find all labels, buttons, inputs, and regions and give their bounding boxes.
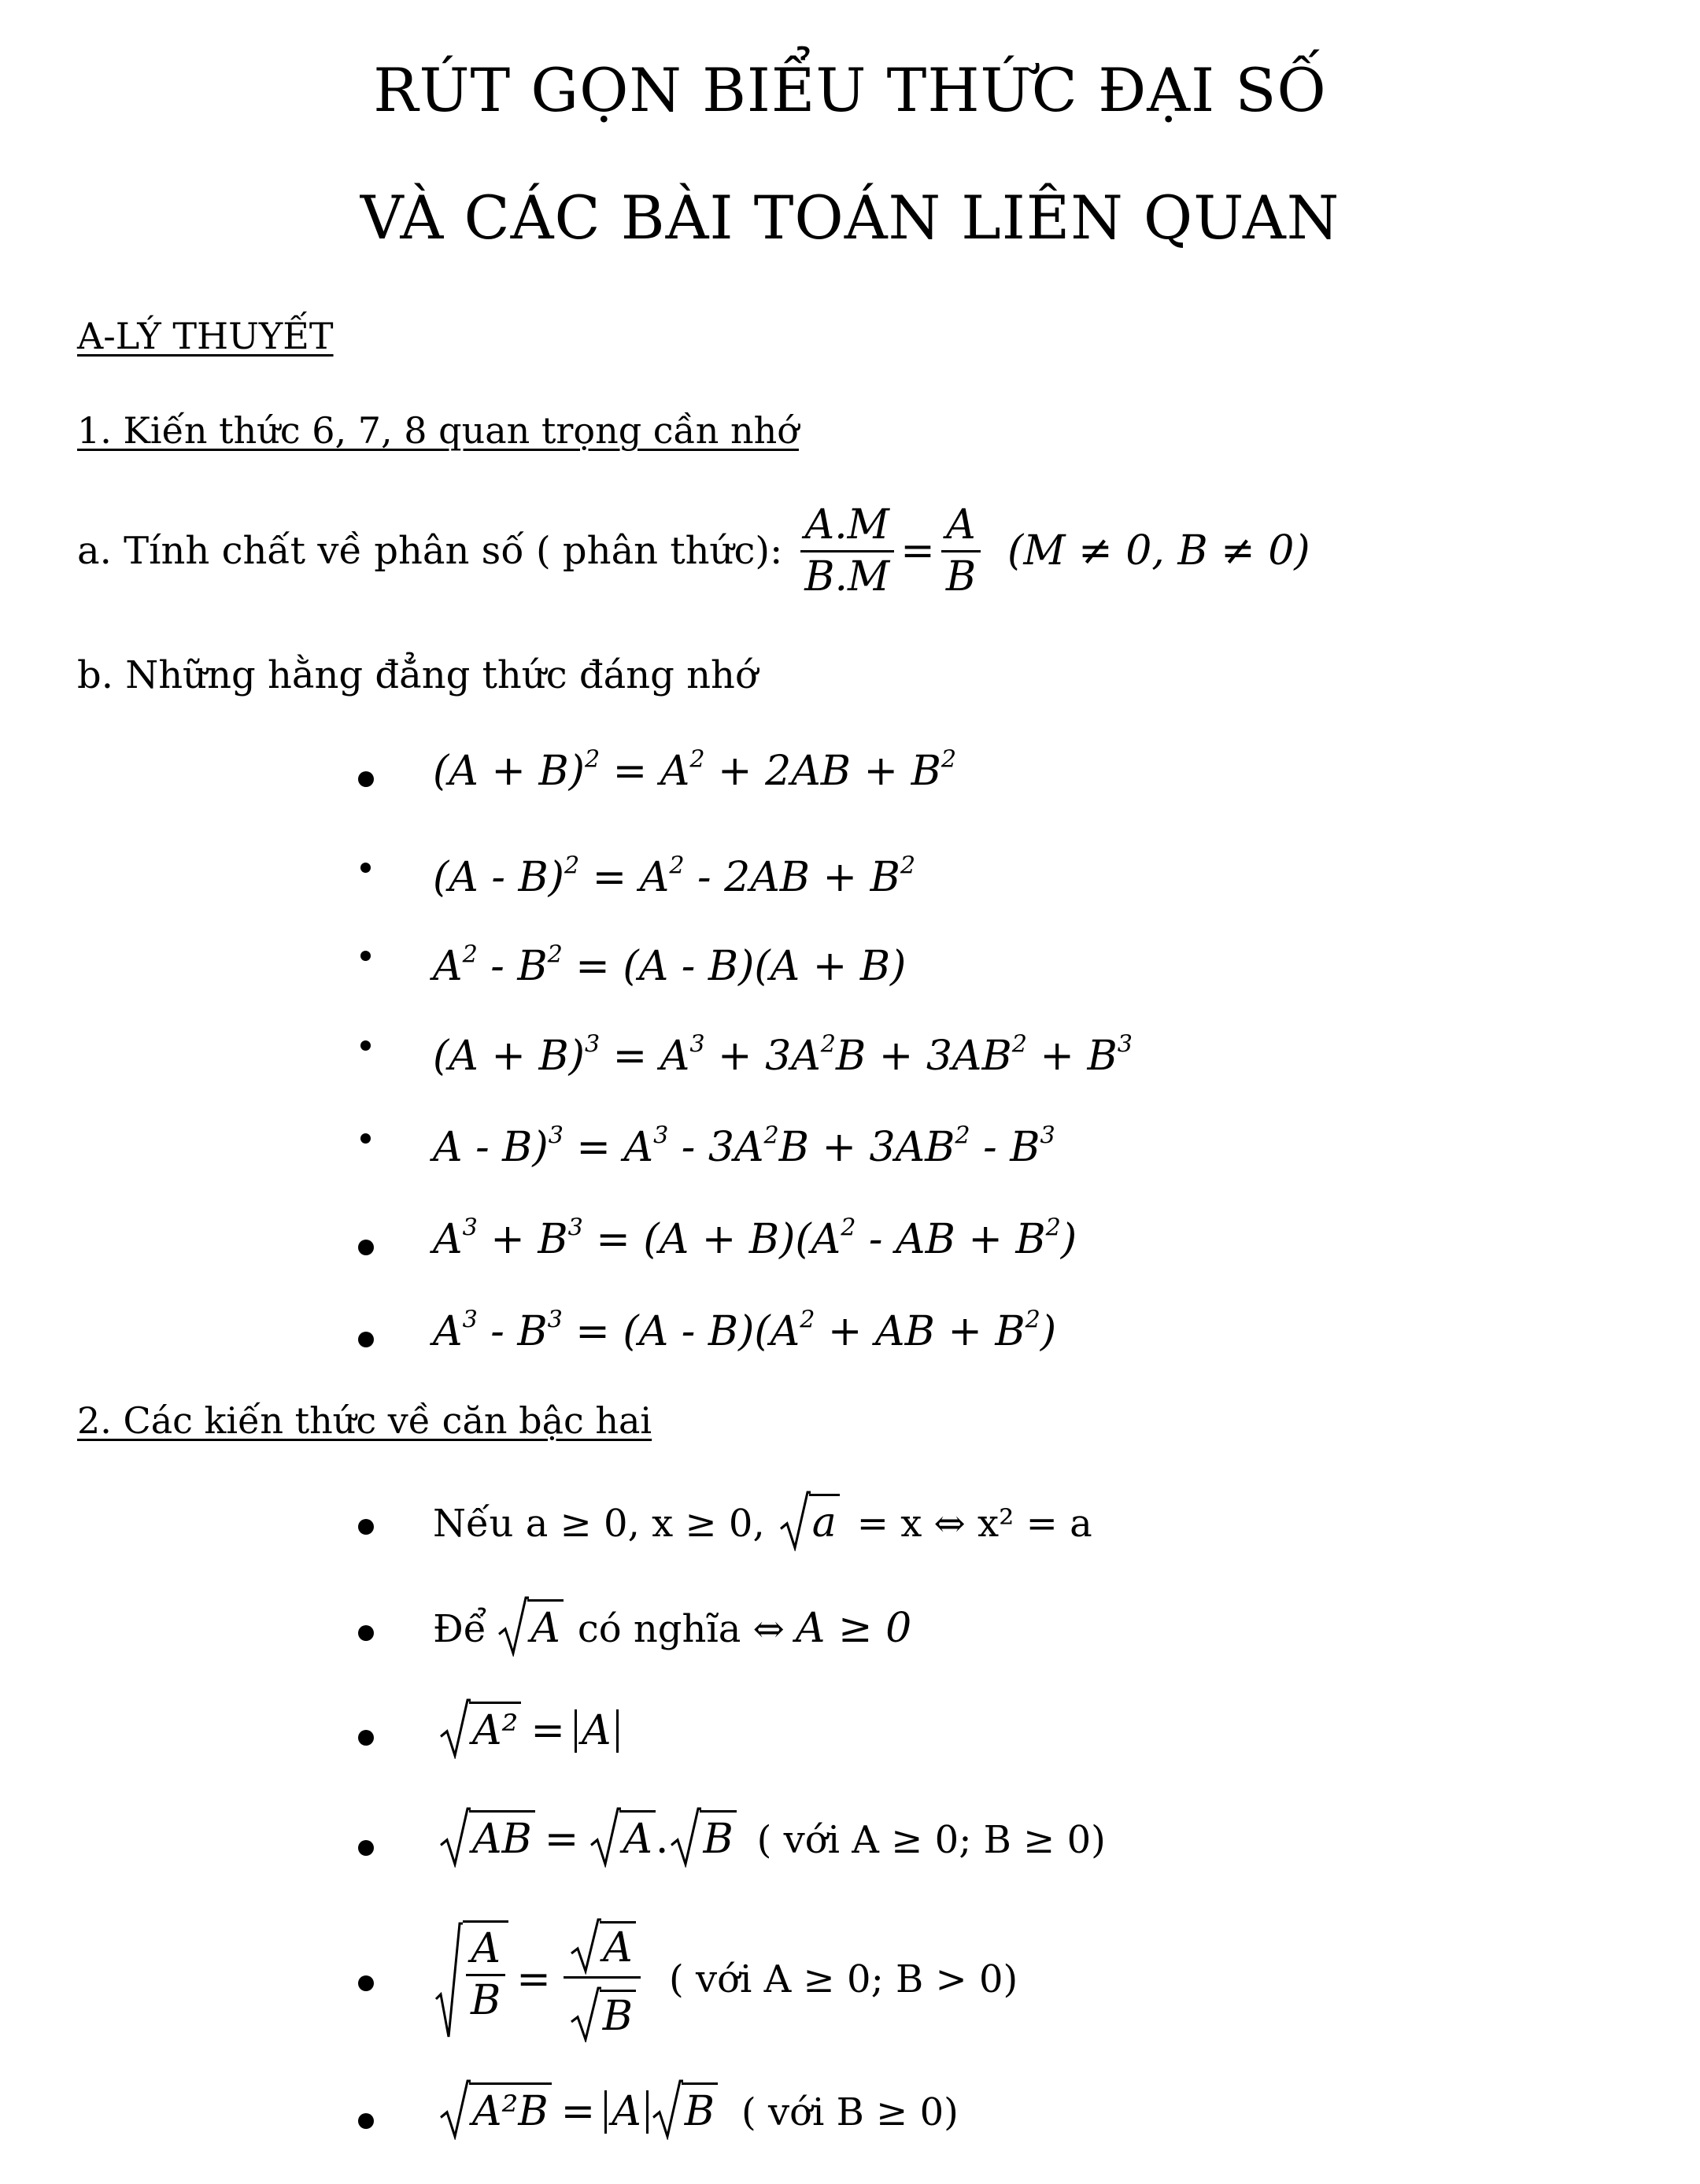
bullet-icon xyxy=(358,1625,374,1641)
fraction-left-denominator: B.M xyxy=(804,552,890,601)
section-1-heading: 1. Kiến thức 6, 7, 8 quan trọng cần nhớ xyxy=(77,409,799,452)
identity-6: $A^3 + B^3 = (A + B)(A^2$ - AB + $B^2$) xyxy=(433,1214,1077,1263)
sqrt-rule-6 xyxy=(438,2082,959,2135)
identity-7: $A^3 - B^3 = (A - B)(A^2$ + AB + $B^2$) xyxy=(433,1306,1057,1355)
sqrt-rule-5-right-fraction xyxy=(564,1921,641,2038)
sqrt-rule-3 xyxy=(438,1702,619,1754)
bullet-icon xyxy=(358,1840,374,1856)
sqrt-rule-2 xyxy=(433,1599,911,1652)
sqrt-rule-5-denominator: B xyxy=(471,1976,501,2024)
sqrt-rule-6-radical: A²B xyxy=(439,2082,552,2135)
sqrt-rule-1-suffix: = x ⇔ x² = a xyxy=(856,1502,1092,1546)
sqrt-rule-4-radical-ab: AB xyxy=(439,1810,535,1863)
sqrt-rule-2-condition: A ≥ 0 xyxy=(795,1605,912,1652)
sqrt-rule-4-condition: ( với A ≥ 0; B ≥ 0) xyxy=(756,1818,1106,1862)
sqrt-rule-3-equals: = xyxy=(530,1707,565,1754)
page-title: RÚT GỌN BIỂU THỨC ĐẠI SỐ xyxy=(373,55,1327,125)
sqrt-rule-5-condition: ( với A ≥ 0; B > 0) xyxy=(669,1957,1018,2001)
sqrt-rule-5-numerator: A xyxy=(466,1927,505,1976)
sqrt-rule-4-radical-a: A xyxy=(589,1810,656,1863)
bullet-icon xyxy=(360,1133,371,1144)
sqrt-rule-6-radical-b: B xyxy=(652,2082,718,2135)
sqrt-rule-2-prefix: Để xyxy=(433,1607,487,1651)
sqrt-rule-4-radical-b: B xyxy=(670,1810,736,1863)
sqrt-rule-1-radical: a xyxy=(779,1494,840,1547)
fraction-left xyxy=(800,501,894,601)
bullet-icon xyxy=(360,863,371,873)
sqrt-rule-6-absolute-value: A xyxy=(604,2090,649,2134)
bullet-icon xyxy=(358,1332,374,1347)
sqrt-rule-4-equals: = xyxy=(544,1816,579,1863)
sqrt-rule-3-absolute-value: A xyxy=(575,1709,619,1753)
sqrt-rule-6-condition: ( với B ≥ 0) xyxy=(741,2090,959,2134)
section-a-heading: A-LÝ THUYẾT xyxy=(77,315,334,357)
bullet-icon xyxy=(358,1730,374,1746)
sqrt-rule-4-dot: . xyxy=(655,1816,669,1863)
sqrt-rule-4 xyxy=(438,1810,1106,1863)
page-subtitle: VÀ CÁC BÀI TOÁN LIÊN QUAN xyxy=(360,183,1340,253)
item-a-fraction-property xyxy=(77,501,1310,601)
bullet-icon xyxy=(358,771,374,787)
sqrt-rule-6-equals: = xyxy=(560,2088,596,2135)
identity-1: $(A + B)^2 = A^2 + 2AB + B^2$ xyxy=(433,745,957,795)
fraction-left-numerator: A.M xyxy=(800,504,894,552)
bullet-icon xyxy=(358,1519,374,1535)
sqrt-rule-3-radical: A² xyxy=(439,1702,521,1754)
fraction-right-denominator: B xyxy=(945,552,977,601)
bullet-icon xyxy=(360,951,371,961)
item-a-label: a. Tính chất về phân số ( phân thức): xyxy=(77,529,783,574)
section-2-heading: 2. Các kiến thức về căn bậc hai xyxy=(77,1399,652,1442)
fraction-right-numerator: A xyxy=(941,504,981,552)
sqrt-rule-2-mid: có nghĩa ⇔ xyxy=(577,1607,785,1651)
sqrt-rule-5-equals: = xyxy=(516,1956,551,2003)
sqrt-rule-5-right-num-radical: A xyxy=(570,1921,636,1970)
fraction-right xyxy=(941,501,981,601)
sqrt-rule-1-prefix: Nếu a ≥ 0, x ≥ 0, xyxy=(433,1502,765,1546)
sqrt-rule-2-radical: A xyxy=(497,1599,564,1652)
bullet-icon xyxy=(358,1240,374,1255)
bullet-icon xyxy=(360,1040,371,1051)
identity-3: $A^2 - B^2 = (A - B)(A + B)$ xyxy=(433,940,907,990)
item-b-heading: b. Những hằng đẳng thức đáng nhớ xyxy=(77,653,758,697)
fraction-condition: (M ≠ 0, B ≠ 0) xyxy=(1007,527,1310,575)
bullet-icon xyxy=(358,2113,374,2129)
equals-sign: = xyxy=(900,527,935,575)
bullet-icon xyxy=(358,1975,374,1991)
sqrt-rule-5-right-den-radical: B xyxy=(570,1990,636,2038)
sqrt-rule-5-radical-fraction xyxy=(434,1920,508,2038)
sqrt-rule-5 xyxy=(434,1920,1018,2038)
identity-2: $(A - B)^2 = A^2 - 2AB + B^2$ xyxy=(433,852,916,901)
identity-4: $(A + B)^3 = A^3 + 3A^2B + 3AB^2 + B^3$ xyxy=(433,1030,1133,1080)
identity-5: $A - B)^3 = A^3 - 3A^2B + 3AB^2 - B^3$ xyxy=(433,1122,1055,1171)
sqrt-rule-1 xyxy=(433,1494,1092,1547)
